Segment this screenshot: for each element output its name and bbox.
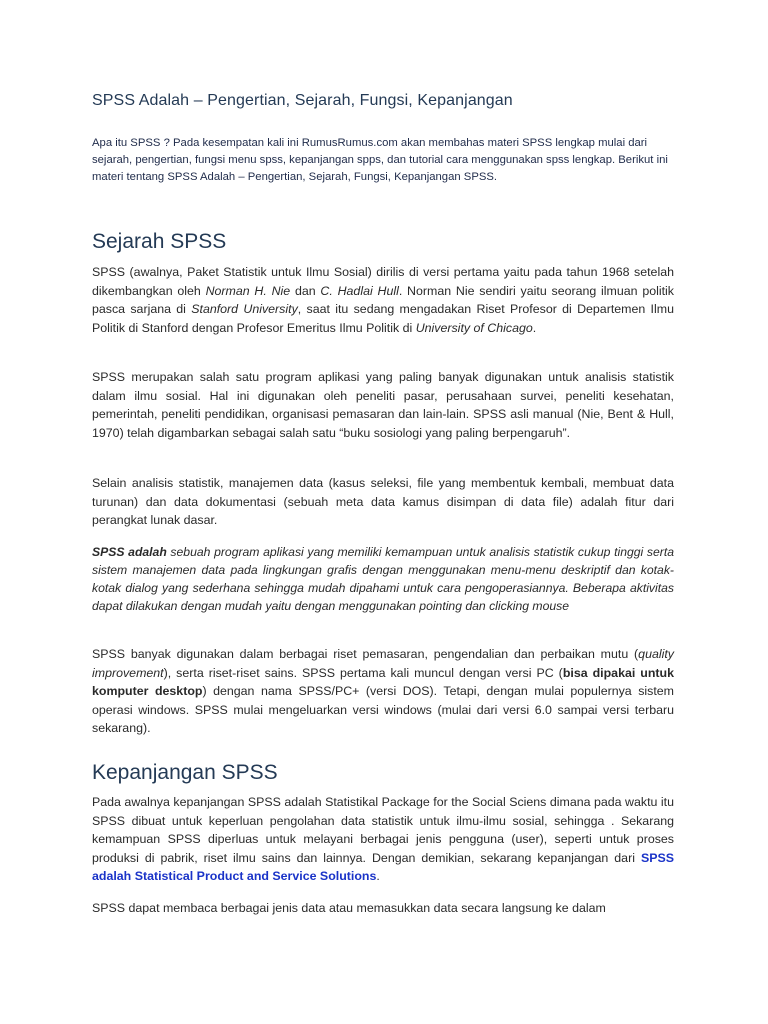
text-run: ) dengan nama SPSS/PC+ (versi DOS). Tetapi, dengan mulai populernya sistem operasi windows. SPSS mulai mengeluarkan versi windows (mulai dari versi 6.0 sampai versi terbaru sekarang). (92, 684, 674, 736)
kepanjangan-paragraph-2: SPSS dapat membaca berbagai jenis data atau memasukkan data secara langsung ke dalam (92, 901, 606, 915)
university-of-chicago-text: University of Chicago (415, 320, 533, 335)
author-name-nie: Norman H. Nie (205, 283, 291, 298)
author-name-hull: C. Hadlai Hull (320, 283, 399, 298)
sejarah-paragraph-5 (92, 645, 674, 738)
document-title: SPSS Adalah – Pengertian, Sejarah, Fungsi, Kepanjangan (92, 92, 513, 109)
intro-paragraph: Apa itu SPSS ? Pada kesempatan kali ini RumusRumus.com akan membahas materi SPSS lengkap mulai dari sejarah, pengertian, fungsi menu spss, kepanjangan spps, dan tutorial cara menggunakan spss lengkap. Berikut ini materi tentang SPSS Adalah – Pengertian, Sejarah, Fungsi, Kepanjangan SPSS. (92, 137, 668, 183)
spss-definition-link[interactable]: SPSS adalah Statistical Product and Service Solutions (92, 850, 674, 884)
text-run: . (532, 320, 537, 335)
text-run: SPSS banyak digunakan dalam berbagai riset pemasaran, pengendalian dan perbaikan mutu ( (92, 647, 639, 661)
text-run: Pada awalnya kepanjangan SPSS adalah Statistikal Package for the Social Sciens dimana pada waktu itu SPSS dibuat untuk keperluan pengolahan data statistik untuk ilmu-ilmu sosial, sehingga . Sekarang kemampuan SPSS diperluas untuk melayani berbagai jenis pengguna (user), seperti untuk proses produksi di pabrik, riset ilmu sains dan lainnya. Dengan demikian, sekarang kepanjangan dari (92, 795, 674, 865)
text-run: . (376, 869, 380, 884)
heading-kepanjangan: Kepanjangan SPSS (92, 761, 278, 784)
quality-improvement-text: quality improvement (92, 647, 674, 680)
text-run: dan (290, 283, 321, 298)
kepanjangan-paragraph-1 (92, 793, 674, 886)
sejarah-paragraph-2: SPSS merupakan salah satu program aplikasi yang paling banyak digunakan untuk analisis statistik dalam ilmu sosial. Hal ini digunakan oleh peneliti pasar, perusahaan survei, peneliti kesehatan, pemerintah, peneliti pendidikan, organisasi pemasaran dan lain-lain. SPSS asli manual (Nie, Bent & Hull, 1970) telah digambarkan sebagai salah satu “buku sosiologi yang paling berpengaruh”. (92, 370, 674, 440)
sejarah-paragraph-1 (92, 263, 674, 337)
text-run: SPSS (awalnya, Paket Statistik untuk Ilmu Sosial) dirilis di versi pertama yaitu pada tahun 1968 setelah dikembangkan oleh (92, 265, 674, 298)
sejarah-paragraph-3: Selain analisis statistik, manajemen data (kasus seleksi, file yang membentuk kembali, membuat data turunan) dan data dokumentasi (sebuah meta data kamus disimpan di data file) adalah fitur dari perangkat lunak dasar. (92, 476, 674, 528)
text-run: ), serta riset-riset sains. SPSS pertama kali muncul dengan versi PC ( (163, 665, 563, 680)
text-run: sebuah program aplikasi yang memiliki kemampuan untuk analisis statistik cukup tinggi serta sistem manajemen data pada lingkungan grafis dengan menggunakan menu-menu deskriptif dan kotak-kotak dialog yang sederhana sehingga mudah dipahami untuk cara pengoperasiannya. Beberapa aktivitas dapat dilakukan dengan mudah yaitu dengan menggunakan pointing dan clicking mouse (92, 545, 674, 613)
sejarah-paragraph-4 (92, 543, 674, 615)
heading-sejarah: Sejarah SPSS (92, 230, 227, 253)
spss-adalah-bold: SPSS adalah (92, 545, 167, 559)
desktop-bold-text: bisa dipakai untuk komputer desktop (92, 665, 674, 699)
stanford-university-text: Stanford University (191, 302, 298, 317)
text-run: . Norman Nie sendiri yaitu seorang ilmuan politik pasca sarjana di (92, 283, 675, 317)
text-run: , saat itu sedang mengadakan Riset Profesor di Departemen Ilmu Politik di Stanford dengan Profesor Emeritus Ilmu Politik di (92, 302, 674, 335)
